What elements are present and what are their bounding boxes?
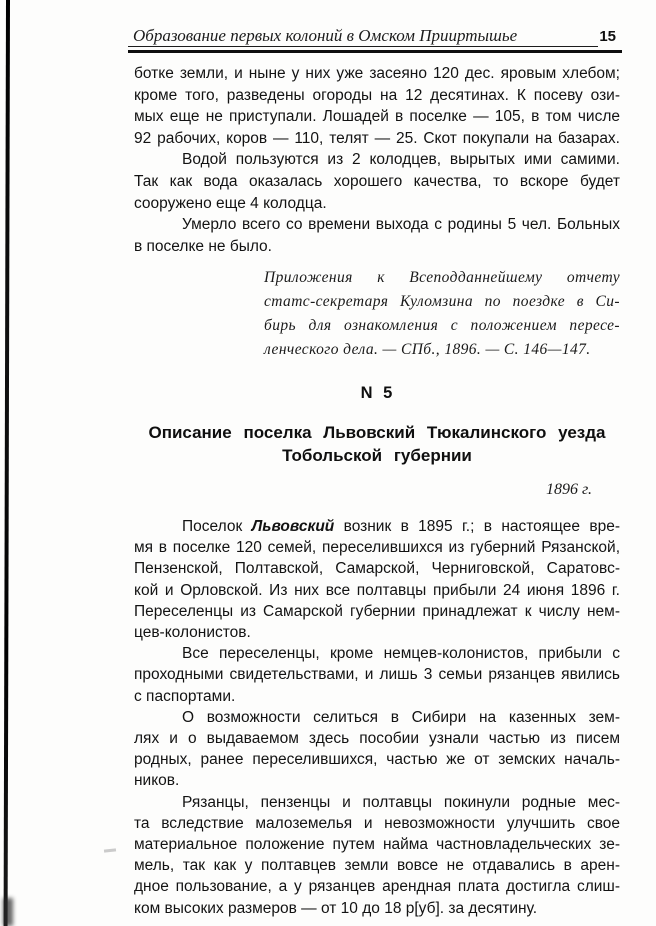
paragraph [134,149,620,214]
text-line: сооружено еще 4 колодца. [134,194,327,212]
text-line [134,516,620,537]
text-line: та вследствие малоземелья и невозможности улучшить свое [134,814,620,832]
text-line: родных, ранее переселившихся, частью же от земских началь- [134,751,620,769]
paragraph [134,214,620,257]
paragraph [134,707,620,792]
citation-line: бирь для ознакомления с положением пересе- [264,317,620,334]
binding-smudge [3,898,13,926]
document-date: 1896 г. [545,481,592,498]
text-line: Пензенской, Полтавской, Самарской, Черниговской, Саратовс- [134,560,620,578]
binding-edge-line [4,0,10,926]
text-line: Умерло всего со времени выхода с родины 5 чел. Больных [182,216,620,234]
settlement-name-emphasis: Львовский [251,518,335,535]
text-line: дное пользование, а у рязанцев арендная плата достигла слиш- [134,878,620,896]
text-line: 92 рабочих, коров — 110, телят — 25. Скот покупали на базарах. [134,129,620,147]
header-rule-thick [128,50,622,53]
text-line: проходными свидетельствами, и лишь 3 семьи рязанцев явились [134,666,620,684]
page-number: 15 [599,28,616,45]
text-line: Переселенцы из Самарской губернии принадлежат к числу нем- [134,602,620,620]
paragraph [134,792,620,919]
text-segment: Поселок [182,518,252,535]
text-line: кроме того, разведены огороды на 12 десятинах. К посеву ози- [134,86,620,104]
text-segment: возник в 1895 г.; в настоящее вре- [334,518,620,535]
document-title-line: Описание поселка Львовский Тюкалинского уезда [148,423,606,442]
running-header [133,26,648,48]
citation-line: ленческого дела. — СПб., 1896. — С. 146—147. [264,341,591,358]
text-line: Рязанцы, пензенцы и полтавцы покинули родные мес- [182,793,620,811]
text-line: кой и Орловской. Из них все полтавцы прибыли 24 июня 1896 г. [134,581,620,599]
text-line: мель, так как у полтавцев земли вовсе не отдавались в арен- [134,857,620,875]
text-line: О возможности селиться в Сибири на казенных зем- [182,708,620,726]
paragraph [134,516,620,643]
header-rule-thin [128,46,598,47]
document-number-heading: N 5 [360,384,394,402]
text-line: мя в поселке 120 семей, переселившихся из губерний Рязанской, [134,539,620,557]
text-line: ников. [134,772,180,790]
source-citation [264,266,620,362]
text-line: Так как вода оказалась хорошего качества, то вскоре будет [134,172,620,190]
text-line: с паспортами. [134,687,236,705]
citation-line: статс-секретаря Куломзина по поездке в Си- [264,293,620,310]
text-line: Все переселенцы, кроме немцев-колонистов, прибыли с [182,645,620,663]
text-line: Водой пользуются из 2 колодцев, вырытых ими самими. [182,151,620,169]
citation-line: Приложения к Всеподданнейшему отчету [264,269,620,286]
document-title-line: Тобольской губернии [282,446,472,465]
text-line: цев-колонистов. [134,624,251,642]
text-line: ботке земли, и ныне у них уже засеяно 120 дес. яровым хлебом; [134,65,620,82]
text-line: мых еще не приступали. Лошадей в поселке — 105, в том числе [134,108,620,126]
running-title: Образование первых колоний в Омском Прииртышье [133,26,518,45]
scan-artifact-mark [104,848,116,852]
paragraph [134,643,620,707]
document-text-block [134,516,620,919]
text-line: материальное положение путем найма частновладельческих зе- [134,836,620,854]
text-line: в поселке не было. [134,237,272,255]
excerpt-text-block [134,63,620,257]
paragraph [134,63,620,149]
text-line: ком высоких размеров — от 10 до 18 р[уб]. за десятину. [134,899,538,917]
text-line: лях и о выдаваемом здесь пособии узнали частью из писем [134,730,620,748]
document-title [134,421,620,467]
